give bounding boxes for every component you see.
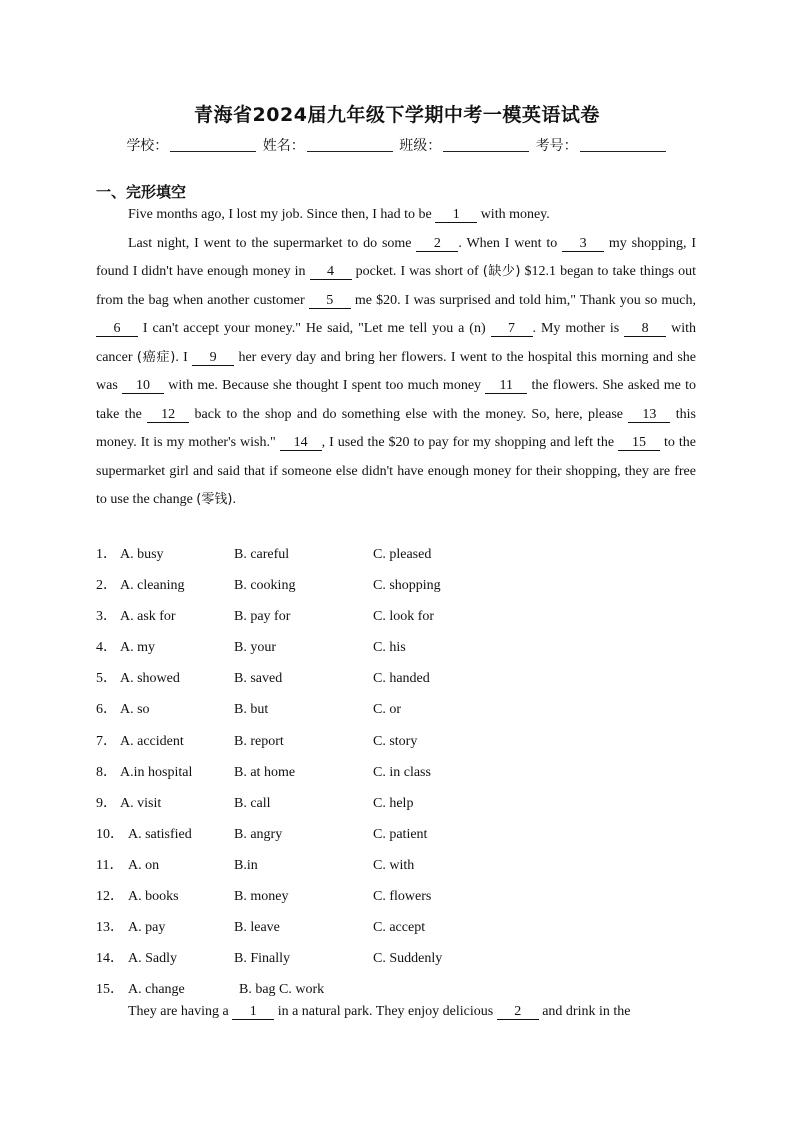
cloze-blank-6[interactable]: 6 — [96, 321, 138, 337]
option-b[interactable]: B. at home — [234, 764, 296, 780]
passage-text: back to the shop and do something else with the money. So, here, please — [189, 406, 629, 422]
question-number: 14． — [96, 951, 124, 967]
question-number: 13． — [96, 920, 124, 936]
passage-two — [96, 1001, 696, 1023]
option-b[interactable]: B. careful — [234, 547, 290, 562]
option-b[interactable]: B. your — [234, 640, 276, 656]
cloze-blank-2[interactable]: 2 — [416, 236, 458, 252]
name-label: 姓名： — [262, 138, 305, 154]
option-b[interactable]: B. leave — [234, 920, 280, 936]
school-label: 学校： — [126, 138, 169, 154]
passage-text: . — [232, 492, 236, 507]
class-label: 班级： — [399, 138, 442, 154]
option-b[interactable]: B. angry — [234, 826, 283, 842]
option-a[interactable]: A. ask for — [120, 609, 176, 625]
question-number: 2． — [96, 578, 117, 594]
cloze-blank-10[interactable]: 10 — [122, 378, 164, 394]
cloze-blank-8[interactable]: 8 — [624, 321, 666, 337]
passage-text: to the supermarket girl and said that if someone else didn't have enough money for their shopping, they are free to use the change — [96, 435, 696, 507]
question-number: 5． — [96, 671, 117, 687]
option-a[interactable]: A. so — [120, 702, 150, 718]
cloze-blank-1[interactable]: 1 — [435, 207, 477, 223]
passage-text: $12.1 began to take things out from the bag when another customer — [96, 264, 696, 308]
name-field[interactable] — [307, 137, 393, 152]
option-c[interactable]: C. in class — [373, 764, 431, 780]
question-number: 8． — [96, 764, 117, 780]
cloze-blank-13[interactable]: 13 — [628, 407, 670, 423]
option-c[interactable]: C. pleased — [373, 547, 432, 562]
option-b[interactable]: B. bag C. work — [239, 982, 325, 998]
option-a[interactable]: A.in hospital — [120, 764, 193, 780]
option-b[interactable]: B. cooking — [234, 578, 296, 594]
passage-text: me $20. I was surprised and told him," Thank you so much, — [350, 292, 696, 308]
option-b[interactable]: B. Finally — [234, 951, 291, 967]
option-b[interactable]: B. saved — [234, 671, 283, 687]
passage2-blank-2[interactable]: 2 — [497, 1004, 539, 1020]
passage-text: and drink in the — [538, 1004, 631, 1019]
passage-paragraph-1 — [96, 201, 696, 230]
question-number: 10． — [96, 826, 124, 842]
cloze-blank-15[interactable]: 15 — [618, 435, 660, 451]
option-a[interactable]: A. accident — [120, 733, 184, 749]
student-info-line — [0, 135, 794, 155]
question-number: 7． — [96, 733, 117, 749]
cloze-blank-14[interactable]: 14 — [280, 435, 322, 451]
option-c[interactable]: C. Suddenly — [373, 951, 443, 967]
passage-text: . I — [175, 349, 193, 365]
option-c[interactable]: C. look for — [373, 609, 435, 625]
section-title: 一、完形填空 — [96, 183, 187, 201]
option-a[interactable]: A. pay — [128, 920, 166, 936]
option-c[interactable]: C. story — [373, 733, 418, 749]
option-b[interactable]: B. money — [234, 889, 289, 905]
option-a[interactable]: A. showed — [120, 671, 180, 687]
option-a[interactable]: A. busy — [120, 547, 164, 562]
passage-text: Five months ago, I lost my job. Since then, I had to be — [128, 207, 436, 222]
option-a[interactable]: A. my — [120, 640, 155, 656]
cloze-blank-12[interactable]: 12 — [147, 407, 189, 423]
passage-text: her every day and bring her flowers. I went to the hospital this morning and she was — [96, 349, 696, 393]
question-number: 1． — [96, 547, 117, 562]
passage-two-paragraph — [96, 1001, 696, 1023]
passage-text: the flowers. She asked me to take the — [96, 378, 696, 422]
passage-text: this money. It is my mother's wish." — [96, 406, 696, 450]
option-b[interactable]: B. pay for — [234, 609, 291, 625]
option-b[interactable]: B.in — [234, 857, 258, 873]
passage2-blank-1[interactable]: 1 — [232, 1004, 274, 1020]
exam-title: 青海省2024届九年级下学期中考一模英语试卷 — [194, 104, 600, 126]
question-number: 12． — [96, 889, 124, 905]
number-field[interactable] — [580, 137, 666, 152]
cloze-blank-3[interactable]: 3 — [562, 236, 604, 252]
option-b[interactable]: B. call — [234, 795, 271, 811]
passage-text: . My mother is — [532, 321, 625, 336]
chinese-gloss: (缺少) — [482, 264, 521, 279]
option-a[interactable]: A. on — [128, 857, 160, 873]
option-b[interactable]: B. but — [234, 702, 269, 718]
cloze-blank-11[interactable]: 11 — [485, 378, 527, 394]
passage-text: my shopping, I found I didn't have enough money in — [96, 235, 696, 279]
option-c[interactable]: C. flowers — [373, 889, 432, 905]
passage-paragraph-2 — [96, 230, 696, 515]
cloze-blank-9[interactable]: 9 — [192, 350, 234, 366]
passage-text: They are having a — [128, 1004, 233, 1019]
option-a[interactable]: A. visit — [120, 795, 162, 811]
question-number: 9． — [96, 795, 117, 811]
passage-text: in a natural park. They enjoy delicious — [274, 1004, 497, 1019]
cloze-blank-5[interactable]: 5 — [309, 293, 351, 309]
passage-text: Last night, I went to the supermarket to do some — [128, 235, 417, 251]
passage-text: with cancer — [96, 321, 696, 365]
option-c[interactable]: C. help — [373, 795, 414, 811]
question-number: 6． — [96, 702, 117, 718]
cloze-blank-4[interactable]: 4 — [310, 264, 352, 280]
option-c[interactable]: C. with — [373, 857, 415, 873]
question-number: 3． — [96, 609, 117, 625]
passage-text: with me. Because she thought I spent too much money — [164, 378, 486, 393]
option-a[interactable]: A. satisfied — [128, 826, 192, 842]
option-a[interactable]: A. cleaning — [120, 578, 185, 594]
passage-text: . When I went to — [458, 235, 563, 251]
chinese-gloss: (零钱) — [196, 492, 233, 507]
question-number: 15． — [96, 982, 124, 998]
passage-text: with money. — [477, 207, 550, 222]
class-field[interactable] — [443, 137, 529, 152]
cloze-blank-7[interactable]: 7 — [491, 321, 533, 337]
option-a[interactable]: A. Sadly — [128, 951, 177, 967]
option-a[interactable]: A. books — [128, 889, 179, 905]
option-c[interactable]: C. or — [373, 702, 401, 718]
option-c[interactable]: C. his — [373, 640, 406, 656]
option-c[interactable]: C. handed — [373, 671, 430, 687]
chinese-gloss: (癌症) — [136, 349, 176, 365]
option-c[interactable]: C. patient — [373, 826, 428, 842]
option-c[interactable]: C. shopping — [373, 578, 441, 594]
school-field[interactable] — [170, 137, 256, 152]
passage-text: , I used the $20 to pay for my shopping and left the — [321, 435, 619, 450]
question-number: 4． — [96, 640, 117, 656]
cloze-passage — [96, 201, 696, 515]
question-number: 11． — [96, 857, 124, 873]
number-label: 考号： — [535, 138, 578, 154]
option-a[interactable]: A. change — [128, 982, 185, 998]
option-b[interactable]: B. report — [234, 733, 284, 749]
option-c[interactable]: C. accept — [373, 920, 426, 936]
passage-text: pocket. I was short of — [351, 264, 483, 279]
passage-text: I can't accept your money." He said, "Let me tell you a (n) — [138, 321, 491, 336]
